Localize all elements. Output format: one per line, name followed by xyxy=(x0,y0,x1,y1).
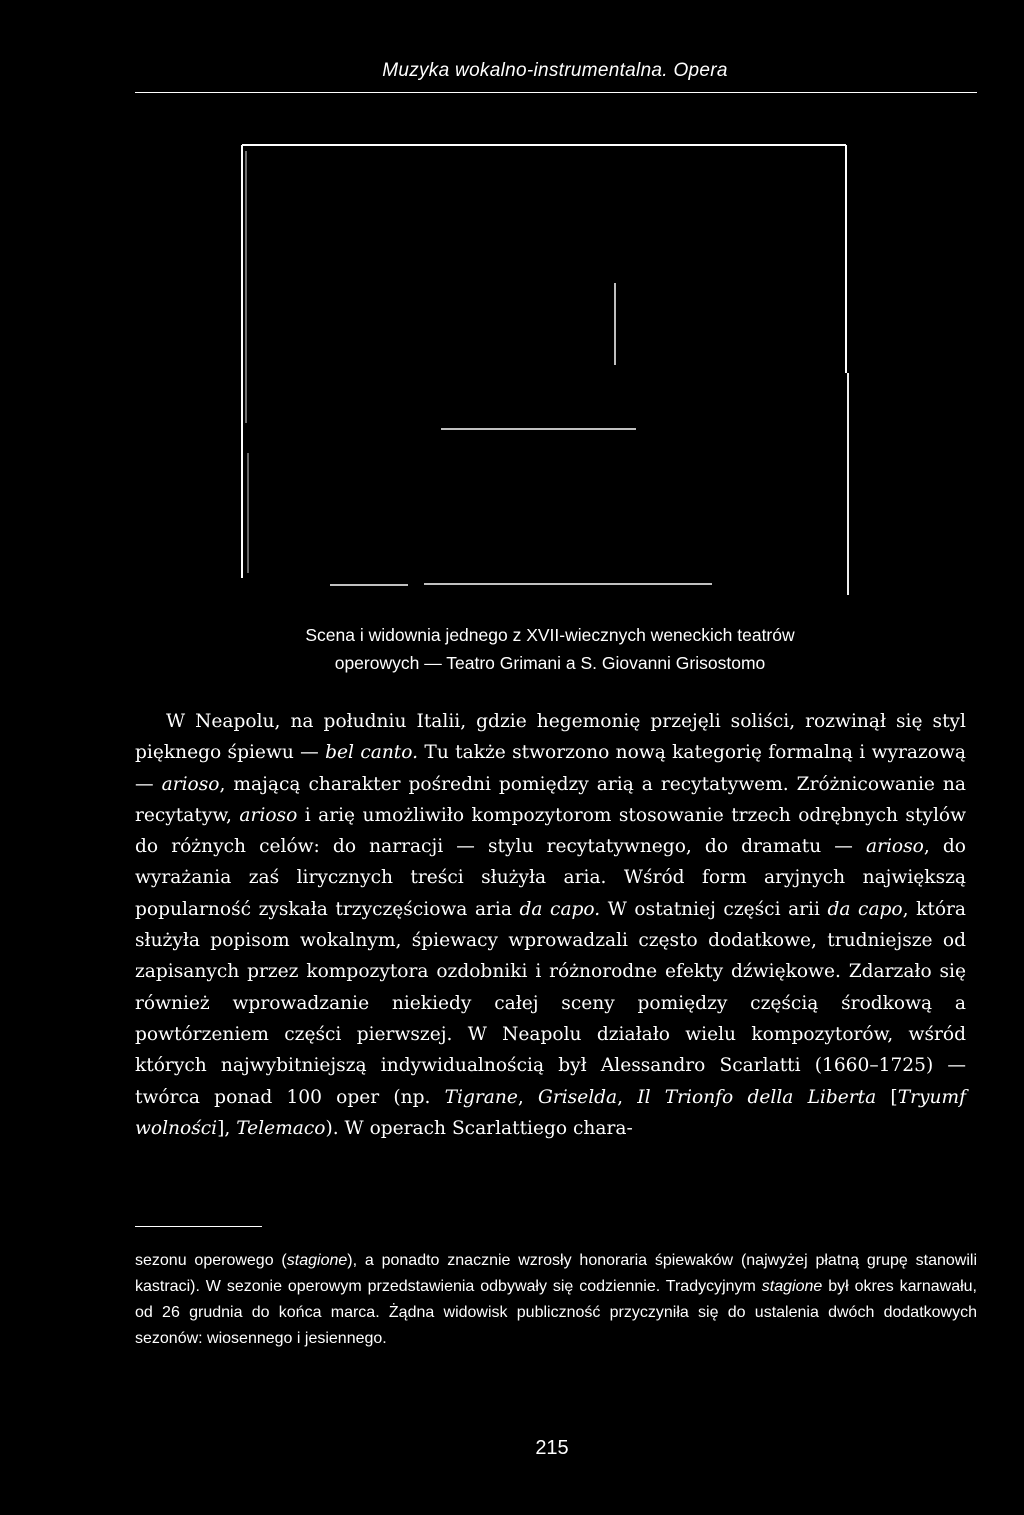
text-segment-italic: da capo xyxy=(827,898,903,920)
text-segment: W ostatniej części arii xyxy=(600,898,828,920)
text-segment: sezonu operowego ( xyxy=(135,1252,287,1269)
caption-line-1: Scena i widownia jednego z XVII-wiecznych weneckich teatrów xyxy=(305,625,795,645)
text-segment-italic: stagione xyxy=(761,1278,823,1295)
footnote-paragraph xyxy=(135,1248,977,1352)
body-paragraph xyxy=(135,706,966,1144)
running-head: Muzyka wokalno-instrumentalna. Opera xyxy=(382,60,728,81)
text-segment-italic: bel canto. xyxy=(325,742,419,764)
text-segment: , mającą charakter pośredni pomiędzy arią a recytatywem. Zróżnicowanie na recytatyw, xyxy=(135,773,966,826)
illustration-background xyxy=(236,133,856,603)
text-segment-italic: Il Trionfo della Liberta xyxy=(637,1086,877,1108)
text-segment-italic: stagione xyxy=(286,1252,348,1269)
text-segment: ), a ponadto znacznie wzrosły honoraria śpiewaków (najwyżej płatną grupę stanowili kastraci). W sezonie operowym przedstawienia odbywały się codziennie. Tradycyjnym xyxy=(135,1252,977,1295)
text-segment-italic: arioso xyxy=(161,773,220,795)
header-rule xyxy=(135,92,977,93)
text-segment-italic: arioso xyxy=(239,804,298,826)
text-segment: , xyxy=(517,1086,538,1108)
text-segment: ). W operach Scarlattiego chara- xyxy=(325,1117,633,1139)
text-segment-italic: Griselda xyxy=(537,1086,618,1108)
text-segment: Tu także stworzono nową kategorię formalną i wyrazową — xyxy=(135,742,966,795)
body-text xyxy=(135,706,966,1144)
text-segment: ], xyxy=(217,1117,237,1139)
caption-line-2: operowych — Teatro Grimani a S. Giovanni Grisostomo xyxy=(334,653,766,673)
footnote xyxy=(135,1248,977,1352)
text-segment-italic: Telemaco xyxy=(236,1117,326,1139)
text-segment: W Neapolu, na południu Italii, gdzie hegemonię przejęli soliści, rozwinął się styl pięknego śpiewu — xyxy=(135,711,966,764)
footnote-rule xyxy=(135,1226,262,1227)
text-segment: , xyxy=(617,1086,638,1108)
text-segment-italic: da capo. xyxy=(519,898,601,920)
text-segment: i arię umożliwiło kompozytorom stosowanie trzech odrębnych stylów do różnych celów: do narracji — stylu recytatywnego, do dramatu — xyxy=(135,804,966,858)
text-segment: , do wyrażania zaś lirycznych treści służyła aria. Wśród form aryjnych największą popularność zyskała trzyczęściowa aria xyxy=(135,836,966,920)
text-segment: , która służyła popisom wokalnym, śpiewacy wprowadzali często dodatkowe, trudniejsze od zapisanych przez kompozytora ozdobniki i różnorodne efekty dźwiękowe. Zdarzało się również wprowadzanie niekiedy całej sceny pomiędzy częścią środkową a powtórzeniem części pierwszej. W Neapolu działało wielu kompozytorów, wśród których najwybitniejszą indywidualnością był Alessandro Scarlatti (1660–1725) — twórca ponad 100 oper (np. xyxy=(135,898,967,1108)
figure-caption xyxy=(200,621,900,677)
text-segment-italic: Tigrane xyxy=(444,1086,518,1108)
text-segment-italic: arioso xyxy=(866,836,924,858)
page-number: 215 xyxy=(535,1437,569,1459)
text-segment: był okres karnawału, od 26 grudnia do końca marca. Żądna widowisk publiczność przyczyniła się do ustalenia dwóch dodatkowych sezonów: wiosennego i jesiennego. xyxy=(135,1278,977,1347)
text-segment-italic: Tryumf wolności xyxy=(135,1086,966,1139)
text-segment: [ xyxy=(876,1086,898,1108)
theatre-illustration xyxy=(236,133,856,603)
